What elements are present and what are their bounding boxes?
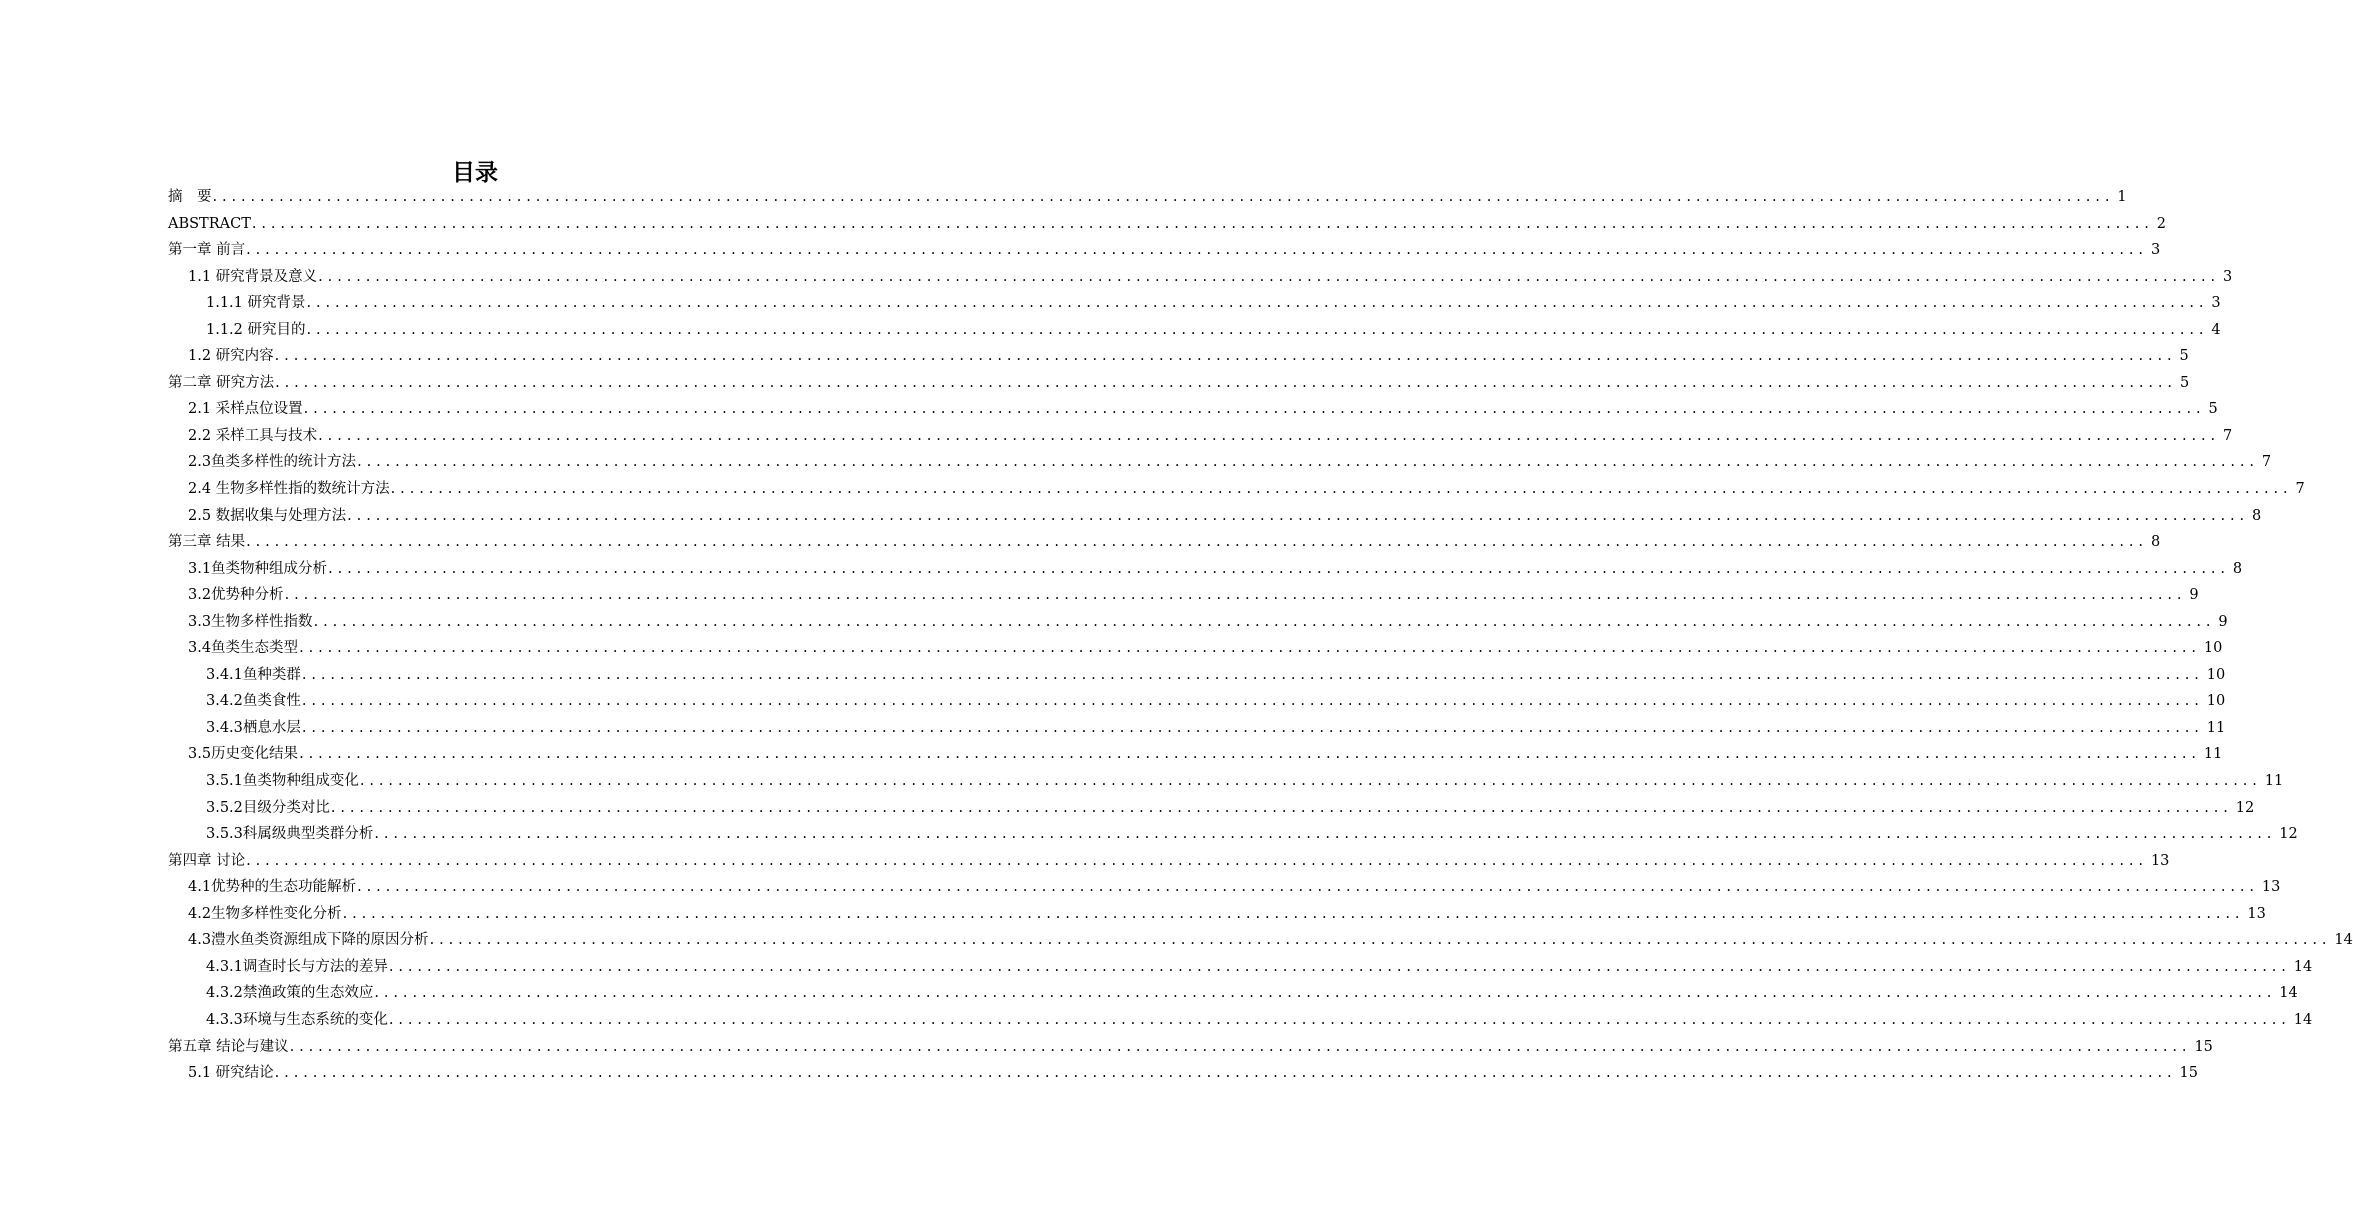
toc-entry-title: 4.3.1调查时长与方法的差异 (206, 958, 388, 975)
toc-entry[interactable] (168, 741, 2223, 768)
toc-page-number: 5 (2208, 401, 2218, 418)
toc-entry[interactable] (168, 264, 2233, 291)
toc-dot-leader: ........................................................................................................................................................................................................ (388, 1011, 2291, 1028)
toc-page-number: 9 (2218, 613, 2228, 630)
toc-entry-title: 3.2优势种分析 (188, 587, 284, 604)
toc-entry-title: 4.2生物多样性变化分析 (188, 905, 342, 922)
toc-entry[interactable] (168, 927, 2353, 954)
toc-page-number: 14 (2334, 932, 2353, 949)
toc-entry-title: 5.1 研究结论 (188, 1065, 274, 1082)
toc-dot-leader: ........................................................................................................................................................................................................ (306, 321, 2209, 338)
toc-page-number: 7 (2261, 454, 2272, 471)
toc-dot-leader: ........................................................................................................................................................................................................ (330, 799, 2233, 816)
toc-entry-title: 4.3澧水鱼类资源组成下降的原因分析 (188, 932, 429, 949)
toc-entry-title: 3.5.3科属级典型类群分析 (206, 826, 374, 843)
toc-entry[interactable] (168, 980, 2298, 1007)
toc-entry[interactable] (168, 423, 2233, 450)
toc-dot-leader: ........................................................................................................................................................................................................ (246, 242, 2148, 259)
toc-dot-leader: ........................................................................................................................................................................................................ (429, 932, 2332, 949)
toc-entry-title: 第三章 结果 (168, 534, 246, 551)
toc-entry[interactable] (168, 370, 2190, 397)
toc-dot-leader: ........................................................................................................................................................................................................ (374, 985, 2277, 1002)
toc-page-number: 15 (2194, 1038, 2213, 1055)
toc-entry-title: 3.3生物多样性指数 (188, 613, 313, 630)
toc-entry-title: 摘 要 (168, 189, 212, 205)
toc-page-number: 15 (2179, 1065, 2198, 1082)
toc-dot-leader: ........................................................................................................................................................................................................ (251, 215, 2154, 232)
toc-entry[interactable] (168, 635, 2223, 662)
toc-entry-title: 1.2 研究内容 (188, 348, 274, 365)
toc-entry[interactable] (168, 184, 2127, 211)
toc-dot-leader: ........................................................................................................................................................................................................ (313, 613, 2216, 630)
toc-entry[interactable] (168, 290, 2221, 317)
toc-entry-title: 2.4 生物多样性指的数统计方法 (188, 481, 390, 498)
toc-entry-title: 3.5.2目级分类对比 (206, 799, 330, 816)
toc-entry-title: 2.2 采样工具与技术 (188, 427, 318, 444)
toc-page-number: 4 (2211, 321, 2221, 338)
toc-entry[interactable] (168, 582, 2199, 609)
toc-dot-leader: ........................................................................................................................................................................................................ (301, 693, 2204, 710)
toc-entry[interactable] (168, 901, 2266, 928)
toc-page-number: 14 (2293, 1011, 2313, 1028)
toc-page-number: 5 (2179, 374, 2190, 391)
toc-entry-title: 3.4鱼类生态类型 (188, 640, 299, 657)
toc-entry-title: 4.3.2禁渔政策的生态效应 (206, 985, 374, 1002)
toc-page-number: 13 (2247, 905, 2266, 922)
toc-dot-leader: ........................................................................................................................................................................................................ (299, 746, 2201, 763)
toc-dot-leader: ........................................................................................................................................................................................................ (374, 826, 2277, 843)
toc-page-number: 3 (2211, 295, 2221, 312)
toc-entry[interactable] (168, 609, 2228, 636)
toc-dot-leader: ........................................................................................................................................................................................................ (246, 534, 2148, 551)
toc-entry-title: 3.1鱼类物种组成分析 (188, 560, 328, 577)
toc-dot-leader: ........................................................................................................................................................................................................ (357, 454, 2259, 471)
toc-entry-title: 2.5 数据收集与处理方法 (188, 507, 347, 524)
toc-entry-title: 3.4.1鱼种类群 (206, 666, 301, 683)
toc-entry[interactable] (168, 954, 2313, 981)
toc-dot-leader: ........................................................................................................................................................................................................ (246, 852, 2148, 869)
toc-entry[interactable] (168, 556, 2243, 583)
toc-entry[interactable] (168, 848, 2170, 875)
toc-dot-leader: ........................................................................................................................................................................................................ (390, 481, 2293, 498)
toc-entry-title: 1.1 研究背景及意义 (188, 268, 318, 285)
toc-entry[interactable] (168, 317, 2221, 344)
toc-entry-title: 4.1优势种的生态功能解析 (188, 879, 357, 896)
toc-page-number: 8 (2232, 560, 2243, 577)
toc-entry[interactable] (168, 237, 2161, 264)
toc-page-number: 10 (2206, 666, 2226, 683)
toc-entry-title: 第二章 研究方法 (168, 374, 275, 391)
toc-page-number: 7 (2223, 427, 2233, 444)
toc-dot-leader: ........................................................................................................................................................................................................ (301, 666, 2204, 683)
toc-dot-leader: ........................................................................................................................................................................................................ (306, 295, 2209, 312)
toc-page-number: 11 (2203, 746, 2223, 763)
toc-dot-leader: ........................................................................................................................................................................................................ (318, 268, 2220, 285)
toc-entry[interactable] (168, 715, 2226, 742)
toc-entry[interactable] (168, 1060, 2198, 1087)
toc-entry[interactable] (168, 1007, 2313, 1034)
toc-dot-leader: ........................................................................................................................................................................................................ (274, 1065, 2177, 1082)
toc-page-number: 13 (2150, 852, 2170, 869)
toc-entry[interactable] (168, 768, 2284, 795)
toc-dot-leader: ........................................................................................................................................................................................................ (357, 879, 2259, 896)
toc-page-number: 10 (2206, 693, 2226, 710)
toc-page-number: 9 (2189, 587, 2199, 604)
toc-dot-leader: ........................................................................................................................................................................................................ (388, 958, 2291, 975)
toc-page-number: 14 (2279, 985, 2298, 1002)
toc-entry[interactable] (168, 688, 2226, 715)
toc-page-number: 5 (2179, 348, 2189, 365)
toc-entry-title: 3.5历史变化结果 (188, 746, 299, 763)
toc-dot-leader: ........................................................................................................................................................................................................ (289, 1038, 2192, 1055)
toc-entry-title: ABSTRACT (168, 215, 251, 232)
toc-entry[interactable] (168, 343, 2189, 370)
toc-page-number: 11 (2264, 773, 2284, 790)
toc-entry-title: 3.4.3栖息水层 (206, 719, 301, 736)
toc-entry-title: 3.5.1鱼类物种组成变化 (206, 773, 359, 790)
toc-entry-title: 3.4.2鱼类食性 (206, 693, 301, 710)
toc-page-number: 11 (2206, 719, 2226, 736)
toc-entry[interactable] (168, 874, 2281, 901)
toc-page-number: 3 (2150, 242, 2161, 259)
toc-page-number: 2 (2156, 215, 2166, 232)
toc-page-number: 1 (2117, 189, 2127, 205)
toc-entry-title: 1.1.2 研究目的 (206, 321, 306, 338)
toc-page-number: 8 (2252, 507, 2262, 524)
toc-entry-title: 2.1 采样点位设置 (188, 401, 303, 418)
toc-entry[interactable] (168, 821, 2298, 848)
toc-dot-leader: ........................................................................................................................................................................................................ (303, 401, 2206, 418)
toc-entry[interactable] (168, 396, 2218, 423)
toc-page-number: 10 (2203, 640, 2223, 657)
toc-page-number: 12 (2279, 826, 2298, 843)
toc-entry-title: 1.1.1 研究背景 (206, 295, 306, 312)
toc-page-number: 8 (2150, 534, 2161, 551)
toc-dot-leader: ........................................................................................................................................................................................................ (299, 640, 2201, 657)
toc-dot-leader: ........................................................................................................................................................................................................ (212, 189, 2115, 205)
toc-entry[interactable] (168, 476, 2305, 503)
toc-entry[interactable] (168, 795, 2255, 822)
toc-dot-leader: ........................................................................................................................................................................................................ (359, 773, 2262, 790)
toc-dot-leader: ........................................................................................................................................................................................................ (284, 587, 2187, 604)
toc-page-number: 14 (2293, 958, 2313, 975)
toc-dot-leader: ........................................................................................................................................................................................................ (342, 905, 2245, 922)
toc-entry[interactable] (168, 503, 2262, 530)
toc-dot-leader: ........................................................................................................................................................................................................ (275, 374, 2177, 391)
toc-entry[interactable] (168, 449, 2272, 476)
toc-entry[interactable] (168, 1034, 2213, 1061)
toc-dot-leader: ........................................................................................................................................................................................................ (274, 348, 2177, 365)
toc-entry[interactable] (168, 529, 2161, 556)
toc-entry[interactable] (168, 211, 2166, 238)
toc-page-number: 3 (2223, 268, 2233, 285)
toc-entry-title: 2.3鱼类多样性的统计方法 (188, 454, 357, 471)
toc-page-number: 7 (2295, 481, 2305, 498)
toc-dot-leader: ........................................................................................................................................................................................................ (318, 427, 2220, 444)
page-title: 目录 (452, 160, 498, 186)
toc-page-number: 13 (2261, 879, 2281, 896)
toc-dot-leader: ........................................................................................................................................................................................................ (347, 507, 2249, 524)
toc-dot-leader: ........................................................................................................................................................................................................ (301, 719, 2204, 736)
toc-entry[interactable] (168, 662, 2226, 689)
toc-entry-title: 第五章 结论与建议 (168, 1038, 289, 1055)
toc-dot-leader: ........................................................................................................................................................................................................ (328, 560, 2230, 577)
table-of-contents (168, 184, 2353, 1087)
toc-entry-title: 第一章 前言 (168, 242, 246, 259)
toc-entry-title: 4.3.3环境与生态系统的变化 (206, 1011, 388, 1028)
toc-page-number: 12 (2235, 799, 2255, 816)
toc-entry-title: 第四章 讨论 (168, 852, 246, 869)
